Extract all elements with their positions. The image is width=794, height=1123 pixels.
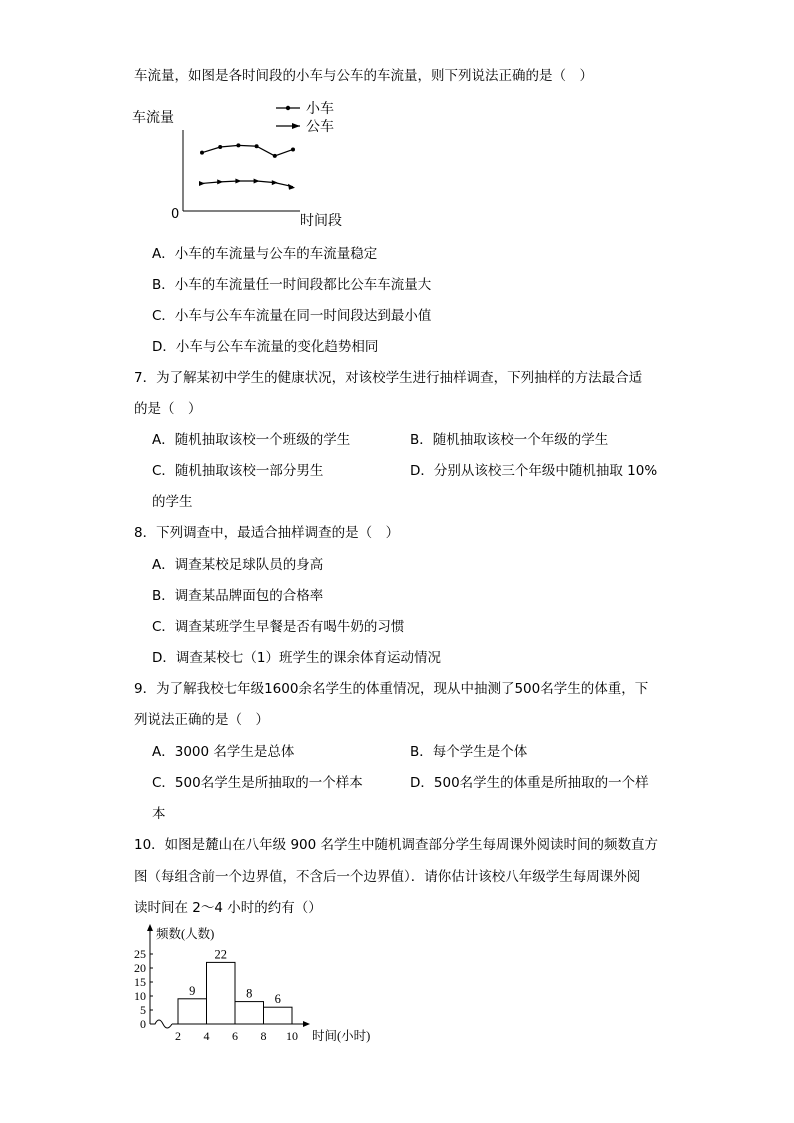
line-chart-traffic (130, 100, 360, 230)
y-tick-label-5: 25 (134, 947, 146, 961)
chart2-y-arrow (147, 924, 153, 931)
series-0-point-1 (218, 145, 222, 149)
y-tick-label-3: 15 (134, 975, 146, 989)
chart2-xticks (175, 1029, 298, 1043)
series-0-point-0 (200, 151, 204, 155)
y-tick-label-1: 5 (140, 1003, 146, 1017)
q6-option-d[interactable]: D．小车与公车车流量的变化趋势相同 (152, 339, 379, 355)
bar-label-1: 22 (214, 947, 227, 962)
q10-stem-line1: 10．如图是麓山在八年级 900 名学生中随机调查部分学生每周课外阅读时间的频数直方 (134, 837, 659, 853)
series-1-point-5 (288, 184, 295, 190)
q10-stem-line2: 图（每组含前一个边界值，不含后一个边界值）．请你估计该校八年级学生每周课外阅 (134, 869, 641, 885)
legend-label-1: 公车 (306, 119, 334, 135)
q8-stem: 8．下列调查中，最适合抽样调查的是（ ） (134, 525, 400, 541)
q9-stem-line2: 列说法正确的是（ ） (134, 712, 269, 728)
q9-stem-line1: 9．为了解我校七年级1600余名学生的体重情况，现从中抽测了500名学生的体重，下 (134, 681, 649, 697)
q7-option-d[interactable]: D．分别从该校三个年级中随机抽取 10% (410, 463, 658, 479)
x-tick-label-0: 2 (175, 1029, 181, 1043)
chart2-xlabel: 时间(小时) (312, 1029, 371, 1043)
bar-1 (207, 962, 236, 1024)
series-0-point-2 (236, 143, 240, 147)
q7-option-c[interactable]: C．随机抽取该校一部分男生 (152, 463, 324, 479)
q6-stem: 车流量，如图是各时间段的小车与公车的车流量，则下列说法正确的是（ ） (134, 68, 593, 84)
y-tick-label-0: 0 (140, 1017, 146, 1031)
chart1-xlabel: 时间段 (300, 213, 342, 229)
q9-option-d-cont: 本 (152, 806, 166, 822)
legend-label-0: 小车 (306, 101, 334, 117)
chart1-ylabel: 车流量 (132, 110, 174, 126)
series-0-point-4 (273, 154, 277, 158)
x-tick-label-2: 6 (232, 1029, 238, 1043)
series-line-1 (202, 181, 293, 187)
series-1-point-4 (272, 180, 278, 185)
bar-0 (178, 999, 207, 1024)
chart2-x-arrow (303, 1021, 310, 1027)
bar-3 (264, 1007, 293, 1024)
series-1-point-3 (254, 179, 260, 184)
y-tick-label-2: 10 (134, 989, 146, 1003)
series-1-point-1 (217, 179, 223, 184)
series-1-point-0 (199, 181, 205, 186)
series-1-point-2 (235, 179, 241, 184)
x-tick-label-3: 8 (260, 1029, 267, 1043)
chart2-axis-break (150, 1020, 172, 1028)
series-0-point-5 (291, 147, 295, 151)
chart1-legend (276, 101, 334, 135)
q7-option-a[interactable]: A．随机抽取该校一个班级的学生 (152, 432, 351, 448)
x-tick-label-1: 4 (203, 1029, 210, 1043)
histogram-reading-time (128, 920, 388, 1050)
q8-option-a[interactable]: A．调查某校足球队员的身高 (152, 557, 324, 573)
x-tick-label-4: 10 (286, 1029, 298, 1043)
chart2-bars (178, 947, 292, 1024)
q8-option-c[interactable]: C．调查某班学生早餐是否有喝牛奶的习惯 (152, 619, 405, 635)
q8-option-b[interactable]: B．调查某品牌面包的合格率 (152, 588, 324, 604)
bar-label-0: 9 (189, 983, 196, 998)
q9-option-d[interactable]: D．500名学生的体重是所抽取的一个样 (410, 775, 649, 791)
q9-option-b[interactable]: B．每个学生是个体 (410, 744, 528, 760)
chart2-ylabel: 频数(人数) (156, 927, 215, 941)
q7-option-b[interactable]: B．随机抽取该校一个年级的学生 (410, 432, 609, 448)
y-tick-label-4: 20 (134, 961, 146, 975)
q8-option-d[interactable]: D．调查某校七（1）班学生的课余体育运动情况 (152, 650, 441, 666)
chart1-series (199, 143, 295, 189)
q7-option-d-cont: 的学生 (152, 494, 193, 510)
q7-stem-line1: 7．为了解某初中学生的健康状况，对该校学生进行抽样调查，下列抽样的方法最合适 (134, 370, 643, 386)
q6-option-a[interactable]: A．小车的车流量与公车的车流量稳定 (152, 246, 378, 262)
series-line-0 (202, 145, 293, 156)
legend-marker-1 (292, 123, 300, 129)
q10-stem-line3: 读时间在 2～4 小时的约有（） (134, 900, 322, 916)
bar-2 (235, 1002, 264, 1024)
legend-marker-0 (286, 106, 290, 110)
q6-option-c[interactable]: C．小车与公车车流量在同一时间段达到最小值 (152, 308, 432, 324)
bar-label-3: 6 (274, 992, 281, 1007)
q7-stem-line2: 的是（ ） (134, 401, 202, 417)
chart1-origin: 0 (171, 207, 180, 222)
bar-label-2: 8 (246, 986, 253, 1001)
q9-option-a[interactable]: A．3000 名学生是总体 (152, 744, 295, 760)
series-0-point-3 (255, 144, 259, 148)
q6-option-b[interactable]: B．小车的车流量任一时间段都比公车车流量大 (152, 277, 432, 293)
q9-option-c[interactable]: C．500名学生是所抽取的一个样本 (152, 775, 363, 791)
